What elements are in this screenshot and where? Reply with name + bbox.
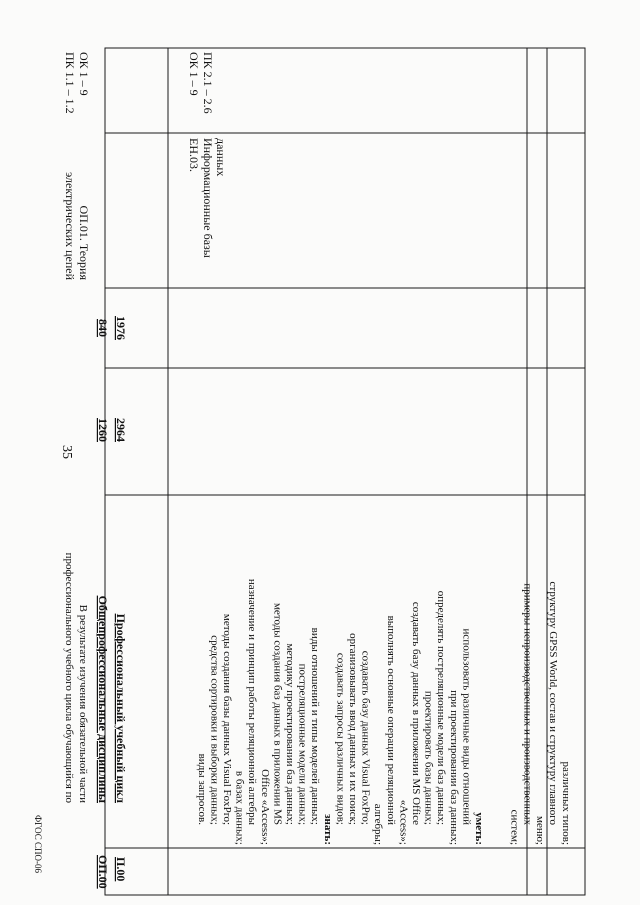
row-top-line: меню; (534, 815, 547, 845)
row-db-line: при проектировании баз данных; (447, 690, 460, 845)
row-professional-cycle (114, 316, 128, 881)
row-db-line: постреляционные модели данных; (296, 663, 309, 825)
row-top-line: систем; (508, 809, 521, 845)
row-db-competency-text (196, 579, 485, 845)
row-db-line: алгебры; (372, 803, 385, 845)
row-pu-max-load: 2964 (114, 418, 128, 442)
row-pu-required-load: 1976 (114, 316, 128, 340)
row-op-index: ОП.00 (96, 855, 110, 889)
row-db (187, 52, 485, 845)
row-db-line: виды отношений и типы моделей данных; (309, 627, 322, 825)
row-db-line: виды запросов. (195, 753, 208, 825)
row-db-line: Office «Access»; (258, 769, 271, 845)
row-db-line: методы создания базы данных Visual FoxPro; (221, 613, 233, 825)
row-top-line: различных типов; (560, 761, 572, 845)
row-db-line: в базах данных; (233, 770, 246, 845)
row-db-discipline-line-1: ЕН.03. (187, 138, 201, 172)
row-db-line: назначение и принцип работы реляционной алгебры (246, 578, 259, 825)
row-op-name: Общепрофессиональные дисциплины (96, 595, 110, 803)
row-db-competency-ok: ОК 1 – 9 (187, 52, 201, 96)
row-db-line: методы создания баз данных в приложении MS (271, 602, 284, 825)
row-db-line: средства сортировки и выборки данных; (208, 635, 221, 825)
row-db-line: определять постреляционные модели баз данных; (435, 590, 448, 825)
row-pu-index: П.00 (114, 857, 128, 882)
row-top-line: структуру GPSS World, состав и структуру главного (547, 581, 560, 825)
row-op-max-load: 1260 (96, 418, 110, 442)
row-pu-name: Профессиональный учебный цикл (114, 613, 128, 803)
row-op-required-load: 840 (96, 319, 110, 337)
table-text (33, 52, 572, 889)
row-db-competency-pk: ПК 2.1 – 2.6 (201, 52, 215, 114)
row-last-discipline-line-1: ОП.01. Теория (77, 205, 91, 280)
row-last-discipline-line-2: электрических цепей (63, 172, 77, 280)
row-last-text-line-2: профессионального учебного цикла обучающийся по (63, 552, 75, 803)
row-top (508, 582, 572, 845)
row-db-line: выполнять основные операции реляционной (384, 615, 397, 825)
row-last (63, 52, 91, 803)
row-db-line: создавать запросы различных видов; (334, 652, 347, 825)
row-db-discipline-line-2: Информационные базы (201, 138, 215, 258)
row-last-competency-pk: ПК 1.1 – 1.2 (63, 52, 77, 114)
row-db-line: создавать базу данных в приложении MS Office (410, 601, 422, 825)
row-db-line: «Access»; (397, 799, 410, 845)
row-general-professional (96, 319, 110, 889)
row-db-line: использовать различные виды отношений (460, 628, 473, 825)
row-db-line: уметь: (473, 812, 485, 845)
row-db-line: создавать базу данных Visual FoxPro; (359, 650, 372, 825)
row-top-competency-text (508, 582, 572, 845)
row-db-line: методику проектировании баз данных; (284, 643, 296, 825)
row-top-line: примеры непроизводственных и производственных (521, 583, 534, 825)
row-last-text-line-1: В результате изучения обязательной части (77, 604, 89, 803)
row-db-line: проектировать базы данных; (422, 690, 435, 825)
page-number: 35 (59, 445, 74, 459)
row-db-line: организовывать ввод данных и их поиск; (347, 633, 359, 825)
row-db-discipline-line-3: данных (214, 138, 228, 177)
row-last-competency-ok: ОК 1 – 9 (77, 52, 91, 96)
row-db-line: знать: (321, 814, 334, 845)
page-footer: ФГОС СПО-06 (33, 815, 43, 873)
